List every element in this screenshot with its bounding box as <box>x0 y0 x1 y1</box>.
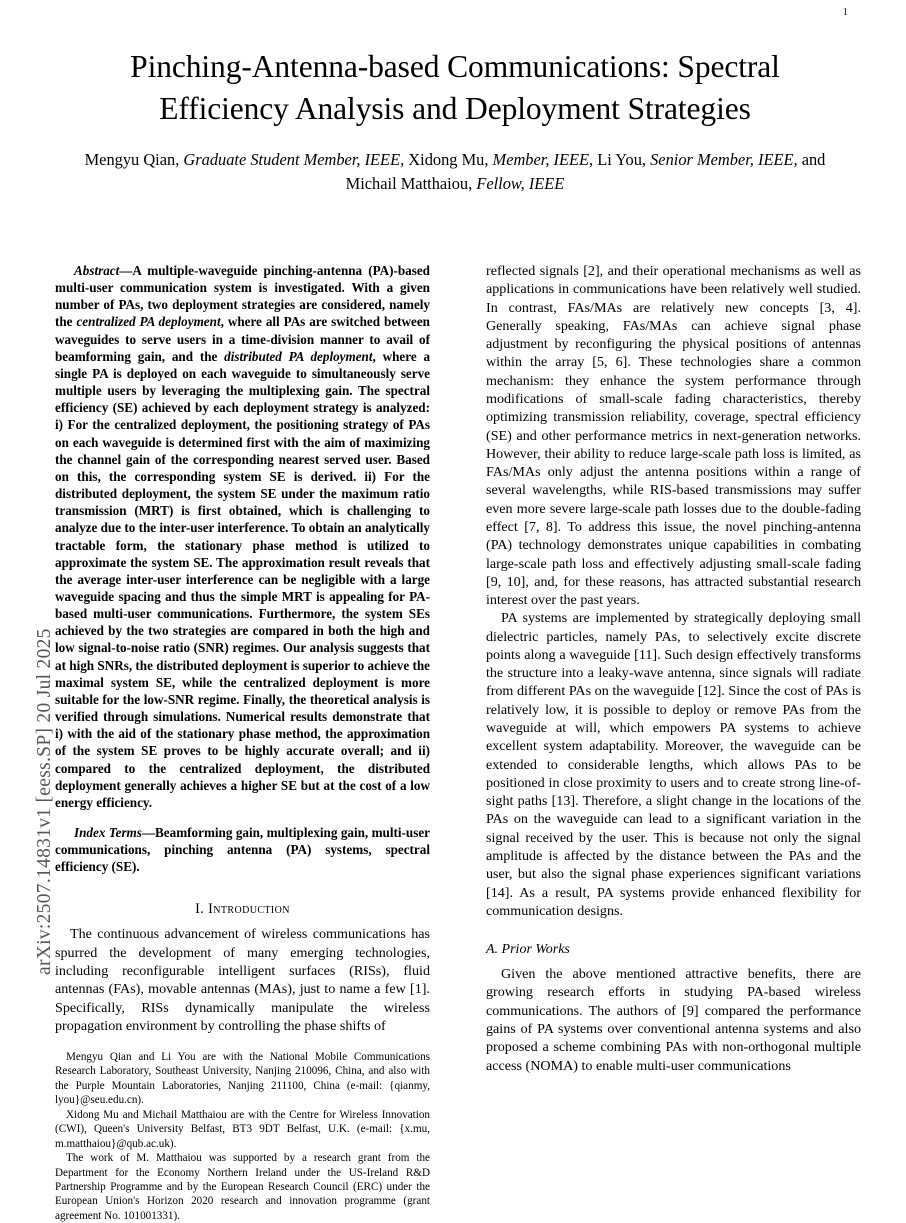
intro-paragraph-2: PA systems are implemented by strategically deploying small dielectric particles, namely PAs, to selectively excite discrete points along a waveguide [11]. Such design effectively transforms the structure into a leaky-wave antenna, since signals will radiate from different PAs on the waveguide [12]. Since the cost of PAs is relatively low, it is possible to deploy or remove PAs from the waveguide at will, which empowers PA systems to achieve excellent system adaptability. Moreover, the waveguide can be extended to considerable lengths, which allows PAs to be positioned in close proximity to users and to create strong line-of-sight paths [13]. Therefore, a slight change in the locations of the PAs on the waveguide can lead to a significant variation in the signal received by the user. This is because not only the signal amplitude is affected by the distance between the PAs and the user, but also the signal phase experiences significant variations [14]. As a result, PA systems provide enhanced flexibility for communication designs. <box>486 610 861 919</box>
paper-title-line-1: Pinching-Antenna-based Communications: Spectral <box>130 49 780 84</box>
paper-title-line-2: Efficiency Analysis and Deployment Strategies <box>159 91 751 127</box>
index-terms-text: Beamforming gain, multiplexing gain, multi-user communications, pinching antenna (PA) systems, spectral efficiency (SE). <box>55 825 431 875</box>
arxiv-stamp <box>0 0 56 1200</box>
index-terms-dash: — <box>141 825 156 840</box>
author-1-name: Mengyu Qian, <box>84 150 180 170</box>
intro-paragraph-1-continued: reflected signals [2], and their operational mechanisms as well as applications in communications have been relatively well studied. In contrast, FAs/MAs are relatively new concepts [3, 4]. Generally speaking, FAs/MAs can achieve signal phase adjustment by reconfiguring the physical positions of antennas within the array [5, 6]. These technologies share a common mechanism: they enhance the system performance through modifications of small-scale fading characteristics, thereby optimizing transmission reliability, coverage, spectral efficiency (SE) and other performance metrics in next-generation networks. However, their ability to reduce large-scale path loss is limited, as FAs/MAs only adjust the antenna positions within a range of several wavelengths, while RIS-based transmissions may suffer even more severe large-scale path losses due to the double-fading effect [7, 8]. To address this issue, the novel pinching-antenna (PA) technology demonstrates unique capabilities in combating large-scale path loss and effectively adjusting small-scale fading [9, 10], and, for these reasons, has attracted substantial research interest over the past years. <box>486 263 861 609</box>
abstract-dash: — <box>119 263 133 278</box>
footnote-block <box>55 1050 430 1223</box>
section-heading-introduction: I. Introduction <box>195 901 290 918</box>
author-2-role: Member, IEEE, <box>492 150 594 170</box>
arxiv-stamp-text: arXiv:2507.14831v1 [eess.SP] 20 Jul 2025 <box>34 628 55 975</box>
column-right <box>486 262 861 1075</box>
abstract-label: Abstract <box>74 263 120 278</box>
author-1-role: Graduate Student Member, IEEE, <box>183 150 405 170</box>
author-3-role: Senior Member, IEEE, <box>650 150 798 170</box>
prior-works-paragraph-1: Given the above mentioned attractive benefits, there are growing research efforts in studying PA-based wireless communications. The authors of [9] compared the performance gains of PA systems over conventional antenna systems and also proposed a scheme combining PAs with non-orthogonal multiple access (NOMA) to enable multi-user communications <box>486 966 861 1074</box>
abstract-segment-2: , where all PAs are switched between waveguides to serve users in a time-division manner to avail of beamforming gain, and the <box>55 314 430 364</box>
abstract-paragraph <box>55 262 430 811</box>
author-conjunction: and <box>801 150 826 170</box>
page-title <box>52 46 858 130</box>
footnote-1: Mengyu Qian and Li You are with the National Mobile Communications Research Laboratory, Southeast University, Nanjing 210096, China, and also with the Purple Mountain Laboratories, Nanjing 211100, China (e-mail: {qianmy, lyou}@seu.edu.cn). <box>55 1051 430 1107</box>
footnote-3: The work of M. Matthaiou was supported by a research grant from the Department for the Economy Northern Ireland under the US-Ireland R&D Partnership Programme and by the European Research Council (ERC) under the European Union's Horizon 2020 research and innovation programme (grant agreement No. 101001331). <box>55 1152 430 1222</box>
author-2-name: Xidong Mu, <box>408 150 489 170</box>
author-3-name: Li You, <box>597 150 646 170</box>
author-4-name: Michail Matthaiou, <box>345 173 473 193</box>
author-list <box>52 148 858 195</box>
abstract-emphasis-2: distributed PA deployment <box>224 348 373 364</box>
abstract-segment-3: , where a single PA is deployed on each waveguide to simultaneously serve multiple users by leveraging the multiplexing gain. The spectral efficiency (SE) achieved by each deployment strategy is analyzed: i) For the centralized deployment, the positioning strategy of PAs on each waveguide is determined first with the aim of maximizing the channel gain of the corresponding nearest served user. Based on this, the corresponding system SE is derived. ii) For the distributed deployment, the system SE under the maximum ratio transmission (MRT) is first obtained, which is challenging to analyze due to the inter-user interference. To obtain an analytically tractable form, the stationary phase method is utilized to approximate the system SE. The approximation result reveals that the average inter-user interference can be negligible with a large waveguide spacing and thus the simple MRT is appealing for PA-based multi-user communications. Furthermore, the system SEs achieved by the two strategies are compared in both the high and low signal-to-noise ratio (SNR) regimes. Our analysis suggests that at high SNRs, the distributed deployment is superior to achieve the maximal system SE, while the centralized deployment is more suitable for the low-SNR regime. Finally, the theoretical analysis is verified through simulations. Numerical results demonstrate that i) with the aid of the stationary phase method, the approximation of the system SE proves to be highly accurate overall; and ii) compared to the centralized deployment, the distributed deployment generally achieves a higher SE but at the cost of a low energy efficiency. <box>55 348 431 810</box>
subsection-heading-prior-works: A. Prior Works <box>486 942 570 958</box>
abstract-segment-1: A multiple-waveguide pinching-antenna (PA)-based multi-user communication system is investigated. With a given number of PAs, two deployment strategies are considered, namely the <box>55 263 430 330</box>
index-terms-label: Index Terms <box>74 825 142 840</box>
body-columns <box>55 262 861 1222</box>
title-block <box>52 46 858 195</box>
page-number: 1 <box>842 6 848 18</box>
abstract-emphasis-1: centralized PA deployment <box>76 314 221 330</box>
intro-paragraph-1: The continuous advancement of wireless communications has spurred the development of many emerging technologies, including reconfigurable intelligent surfaces (RISs), fluid antennas (FAs), movable antennas (MAs), just to name a few [1]. Specifically, RISs dynamically manipulate the wireless propagation environment by controlling the phase shifts of <box>55 926 430 1034</box>
index-terms-paragraph <box>55 824 430 875</box>
footnote-2: Xidong Mu and Michail Matthaiou are with the Centre for Wireless Innovation (CWI), Queen's University Belfast, BT3 9DT Belfast, U.K. (e-mail: {x.mu, m.matthaiou}@qub.ac.uk). <box>55 1108 430 1150</box>
author-4-role: Fellow, IEEE <box>476 173 565 193</box>
column-left <box>55 262 431 1222</box>
